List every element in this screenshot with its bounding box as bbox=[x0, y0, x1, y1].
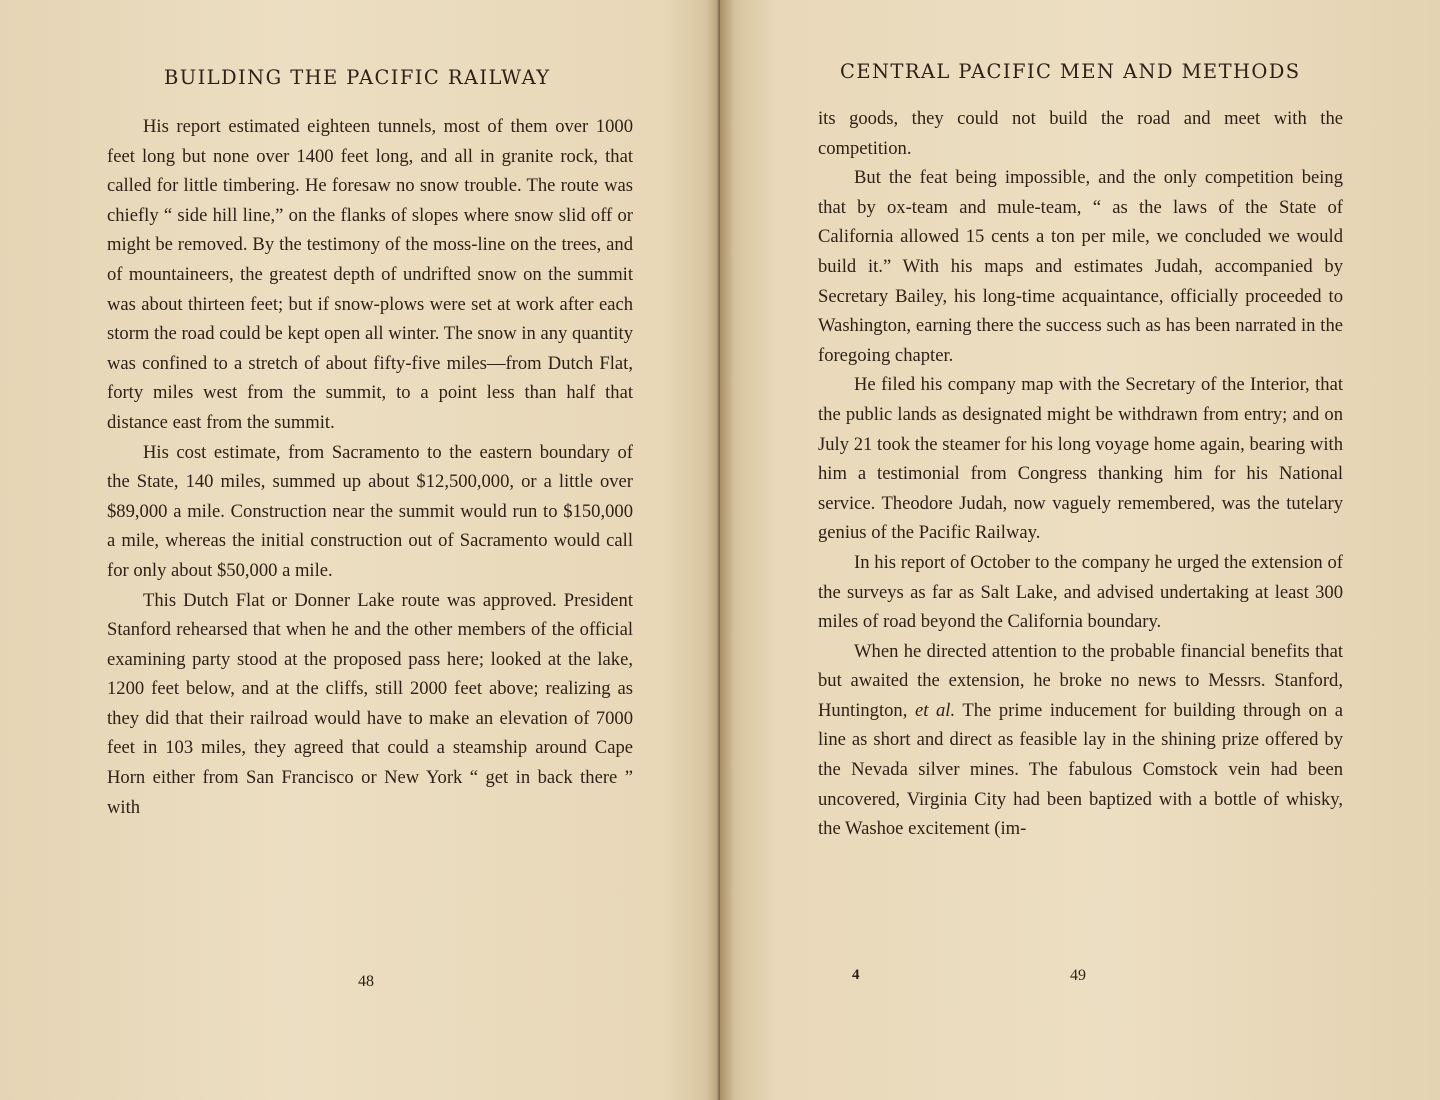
right-continuation-text: its goods, they could not build the road and meet with the competition. bbox=[818, 108, 1343, 159]
left-paragraph-2: His cost estimate, from Sacramento to the eastern boundary of the State, 140 miles, summed up about $12,500,000, or a little over $89,000 a mile. Construction near the summit would run to $150,000 a mile, whereas the initial construction out of Sacramento would call for only about $50,000 a mile. bbox=[107, 441, 633, 581]
page-number-left: 48 bbox=[358, 973, 374, 990]
right-paragraph-2: He filed his company map with the Secretary of the Interior, that the public lands as designated might be withdrawn from entry; and on July 21 took the steamer for his long voyage home again, bearing with him a testimonial from Congress thanking him for his National service. Theodore Judah, now vaguely remembered, was the tutelary genius of the Pacific Railway. bbox=[818, 374, 1343, 544]
et-al-italic: et al. bbox=[914, 699, 956, 721]
right-paragraph-3: In his report of October to the company he urged the extension of the surveys as far as Salt Lake, and advised undertaking at least 300 miles of road beyond the California boundary. bbox=[818, 551, 1343, 633]
left-paragraph-1: His report estimated eighteen tunnels, most of them over 1000 feet long but none over 1400 feet long, and all in granite rock, that called for little timbering. He foresaw no snow trouble. The route was chiefly “ side hill line,” on the flanks of slopes where snow slid off or might be removed. By the testimony of the moss-line on the trees, and of mountaineers, the greatest depth of undrifted snow on the summit was about thirteen feet; but if snow-plows were set at work after each storm the road could be kept open all winter. The snow in any quantity was confined to a stretch of about fifty-five miles—from Dutch Flat, forty miles west from the summit, to a point less than half that distance east from the summit. bbox=[107, 116, 633, 433]
right-page bbox=[720, 0, 1440, 1100]
left-paragraph-3: This Dutch Flat or Donner Lake route was approved. President Stanford rehearsed that when he and the other members of the official examining party stood at the proposed pass here; looked at the lake, 1200 feet below, and at the cliffs, still 2000 feet above; realizing as they did that their railroad would have to make an elevation of 7000 feet in 103 miles, they agreed that could a steamship around Cape Horn either from San Francisco or New York “ get in back there ” with bbox=[107, 589, 633, 818]
right-paragraph-4 bbox=[818, 637, 1343, 844]
signature-mark: 4 bbox=[852, 967, 860, 983]
running-head-left: BUILDING THE PACIFIC RAILWAY bbox=[164, 66, 551, 89]
left-page-body bbox=[107, 112, 633, 822]
right-paragraph-4-start: When he directed attention to the probable financial benefits that but awaited the extension, he broke no news to Messrs. Stanford, Huntington, bbox=[818, 640, 1343, 721]
page-number-right: 49 bbox=[1070, 967, 1086, 984]
running-head-right: CENTRAL PACIFIC MEN AND METHODS bbox=[840, 60, 1301, 83]
right-page-body bbox=[818, 104, 1343, 844]
right-paragraph-4-end: The prime inducement for building through on a line as short and direct as feasible lay in the shining prize offered by the Nevada silver mines. The fabulous Comstock vein had been uncovered, Virginia City had been baptized with a bottle of whisky, the Washoe excitement (im- bbox=[818, 699, 1343, 840]
right-paragraph-1: But the feat being impossible, and the only competition being that by ox-team and mule-team, “ as the laws of the State of California allowed 15 cents a ton per mile, we concluded we would build it.” With his maps and estimates Judah, accompanied by Secretary Bailey, his long-time acquaintance, officially proceeded to Washington, earning there the success such as has been narrated in the foregoing chapter. bbox=[818, 167, 1343, 366]
